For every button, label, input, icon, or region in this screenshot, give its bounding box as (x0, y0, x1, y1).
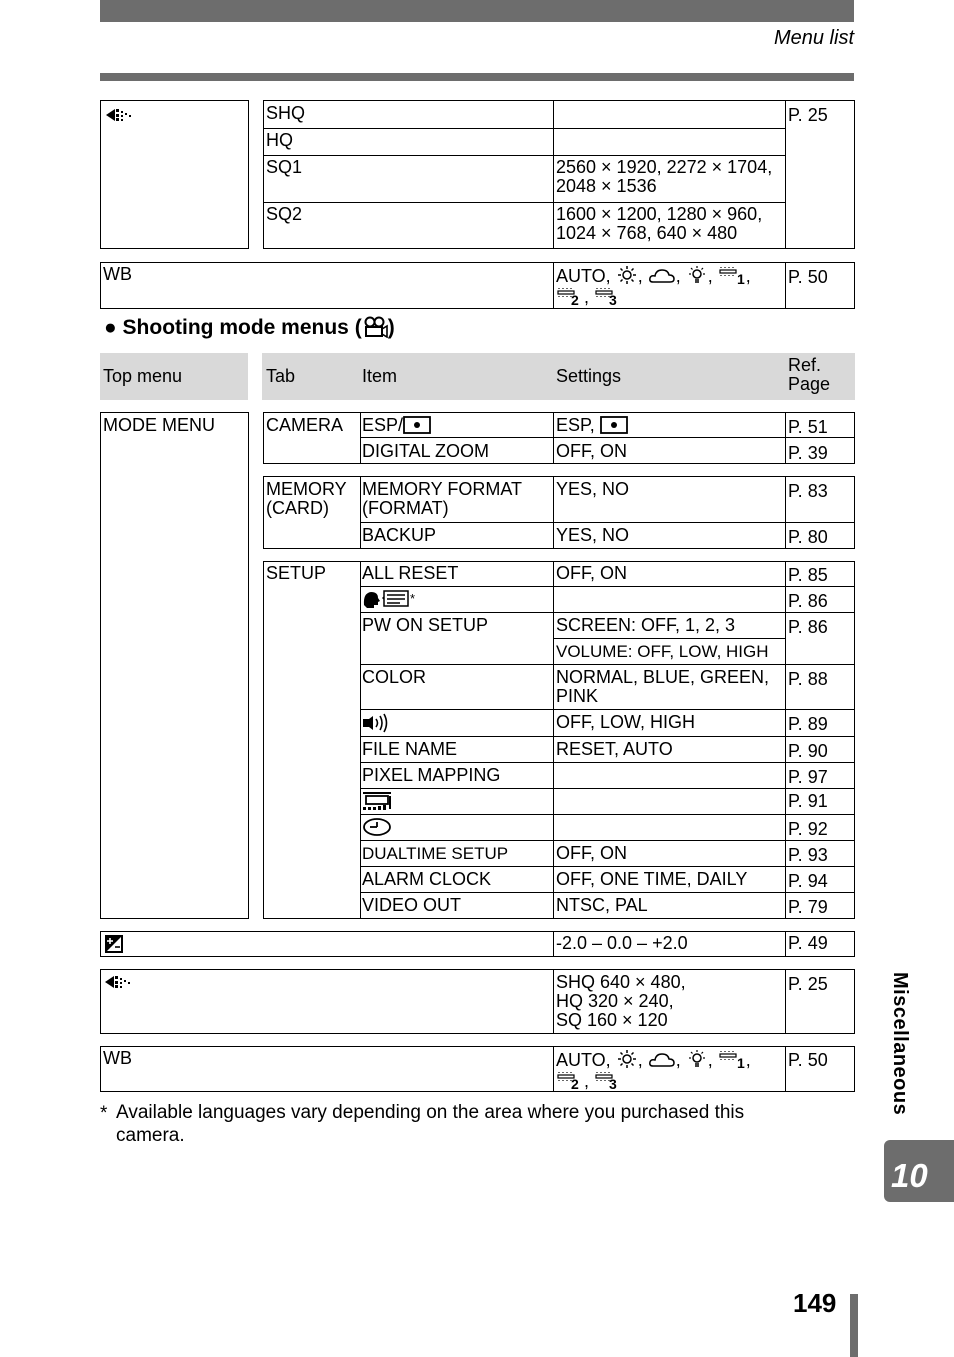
svg-text:3: 3 (609, 292, 617, 306)
setup-line-6 (360, 762, 855, 763)
setup-settings-pw-volume: VOLUME: OFF, LOW, HIGH (556, 642, 769, 661)
camera-rowline (360, 437, 855, 438)
svg-text:2: 2 (571, 1076, 579, 1090)
memory-item-format: MEMORY FORMAT (FORMAT) (362, 479, 523, 518)
table1-rowline-3 (263, 202, 785, 203)
table1-item-sq1: SQ1 (266, 157, 303, 177)
beep-icon (362, 713, 390, 733)
setup-line-1 (360, 586, 855, 587)
setup-settings-video-out: NTSC, PAL (556, 895, 648, 915)
setup-line-10 (360, 866, 855, 867)
setup-line-9 (360, 840, 855, 841)
camera-settings-esp (556, 416, 628, 435)
svg-text:3: 3 (609, 1076, 617, 1090)
camera-div-ref (785, 412, 786, 464)
svg-text:1: 1 (736, 1055, 745, 1069)
memory-div-set (553, 476, 554, 549)
language-icon (362, 589, 410, 609)
wb2-divider-a (553, 1046, 554, 1092)
setup-settings-pw-screen: SCREEN: OFF, 1, 2, 3 (556, 615, 736, 635)
setup-ref-monitor: P. 91 (788, 791, 828, 811)
setup-settings-all-reset: OFF, ON (556, 563, 627, 583)
memory-ref-format: P. 83 (788, 481, 828, 501)
setup-item-video-out: VIDEO OUT (362, 895, 462, 915)
setup-ref-alarm: P. 94 (788, 871, 828, 891)
clock-icon (362, 817, 394, 837)
setup-line-2b (553, 638, 785, 639)
fluorescent-2-icon (556, 286, 584, 306)
setup-item-file-name: FILE NAME (362, 739, 458, 759)
sun-icon (616, 265, 638, 285)
camera-div-tab (360, 412, 361, 464)
setup-line-3 (360, 664, 855, 665)
setup-item-language (362, 589, 415, 609)
camera-ref-zoom: P. 39 (788, 443, 828, 463)
col-header-ref-page: Ref. Page (788, 355, 831, 394)
setup-settings-file-name: RESET, AUTO (556, 739, 673, 759)
movie-quality-ref: P. 25 (788, 974, 828, 994)
wb2-settings: AUTO, , , , 1 , 2 , 3 (556, 1050, 751, 1091)
bulb-icon (686, 265, 708, 285)
setup-ref-beep: P. 89 (788, 714, 828, 734)
exposure-div-set (553, 931, 554, 957)
table1-divider-b (785, 100, 786, 249)
memory-rowline (360, 522, 855, 523)
setup-line-4 (360, 709, 855, 710)
setup-line-5 (360, 736, 855, 737)
fluorescent-1-icon (718, 1049, 746, 1069)
table1-item-sq2: SQ2 (266, 204, 303, 224)
camera-item-esp (362, 416, 431, 435)
setup-item-language-asterisk: * (410, 591, 416, 606)
table1-settings-sq1: 2560 × 1920, 2272 × 1704, 2048 × 1536 (556, 157, 773, 196)
footnote-text: Available languages vary depending on the area where you purchased this camera. (116, 1102, 745, 1146)
heading-bullet: ● (104, 316, 117, 339)
col-header-top-menu: Top menu (103, 366, 183, 386)
setup-item-beep (362, 713, 390, 733)
image-quality-icon (104, 107, 134, 123)
setup-ref-all-reset: P. 85 (788, 565, 828, 585)
side-tab-label: Miscellaneous (889, 972, 911, 1116)
table1-topmenu-cell (100, 100, 249, 249)
heading-close: ) (387, 316, 395, 339)
movie-quality-settings: SHQ 640 × 480, HQ 320 × 240, SQ 160 × 120 (556, 972, 686, 1030)
table1-item-hq: HQ (266, 130, 293, 150)
memory-div-tab (360, 476, 361, 549)
table1-rowline-2 (263, 155, 785, 156)
setup-item-pixel-mapping: PIXEL MAPPING (362, 765, 501, 785)
svg-text:1: 1 (736, 271, 745, 285)
footnote-mark: * (100, 1103, 108, 1124)
setup-item-monitor (362, 791, 394, 811)
wb1-ref: P. 50 (788, 267, 828, 287)
setup-settings-dualtime: OFF, ON (556, 843, 627, 863)
wb2-ref: P. 50 (788, 1050, 828, 1070)
wb1-settings-prefix: AUTO, (556, 266, 611, 286)
wb1-item: WB (103, 264, 132, 284)
camera-ref-esp: P. 51 (788, 417, 828, 437)
spot-metering-icon (403, 416, 431, 434)
heading-title: Shooting mode menus ( (122, 316, 362, 339)
setup-item-all-reset: ALL RESET (362, 563, 459, 583)
memory-ref-backup: P. 80 (788, 527, 828, 547)
fluorescent-1-icon (718, 265, 746, 285)
wb1-settings: AUTO, , , , 1 , 2 , 3 (556, 266, 751, 307)
movie-div-ref (785, 969, 786, 1034)
header-bar-top (100, 0, 854, 22)
spot-metering-icon (600, 416, 628, 434)
setup-tab-label: SETUP (266, 563, 327, 583)
setup-settings-alarm: OFF, ONE TIME, DAILY (556, 869, 748, 889)
wb2-item: WB (103, 1048, 132, 1068)
col-header-tab: Tab (266, 366, 296, 386)
setup-settings-color: NORMAL, BLUE, GREEN, PINK (556, 667, 770, 706)
setup-ref-dualtime: P. 93 (788, 845, 828, 865)
exposure-compensation-icon (104, 934, 124, 954)
table1-item-shq: SHQ (266, 103, 306, 123)
setup-ref-pixel-mapping: P. 97 (788, 767, 828, 787)
section-title: Menu list (773, 27, 854, 49)
page-number: 149 (793, 1288, 837, 1318)
shooting-mode-heading (104, 316, 395, 340)
table1-ref: P. 25 (788, 105, 828, 125)
movie-camera-icon (362, 316, 388, 338)
chapter-tab (884, 1140, 954, 1202)
table1-rowline-1 (263, 128, 785, 129)
wb1-divider-a (553, 262, 554, 309)
setup-ref-clock: P. 92 (788, 819, 828, 839)
fluorescent-3-icon (594, 286, 622, 306)
setup-item-pw-on: PW ON SETUP (362, 615, 489, 635)
cloud-icon (648, 1051, 676, 1069)
camera-settings-zoom: OFF, ON (556, 441, 627, 461)
setup-item-clock (362, 817, 394, 837)
col-header-settings: Settings (556, 366, 622, 386)
bulb-icon (686, 1049, 708, 1069)
setup-item-dualtime: DUALTIME SETUP (362, 844, 509, 863)
wb2-divider-b (785, 1046, 786, 1092)
setup-ref-language: P. 86 (788, 591, 828, 611)
wb2-settings-prefix: AUTO, (556, 1050, 611, 1070)
exposure-ref: P. 49 (788, 933, 828, 953)
setup-settings-beep: OFF, LOW, HIGH (556, 712, 696, 732)
exposure-settings: -2.0 – 0.0 – +2.0 (556, 933, 688, 953)
camera-settings-esp-text: ESP, (556, 415, 595, 435)
camera-div-set (553, 412, 554, 464)
svg-text:2: 2 (571, 292, 579, 306)
image-quality-icon (103, 974, 133, 990)
memory-div-ref (785, 476, 786, 549)
setup-line-7 (360, 788, 855, 789)
setup-item-alarm: ALARM CLOCK (362, 869, 492, 889)
movie-quality-row (100, 969, 855, 1034)
setup-line-2 (360, 612, 855, 613)
wb1-divider-b (785, 262, 786, 309)
camera-item-esp-text: ESP/ (362, 415, 404, 435)
header-bar-bottom (100, 73, 854, 81)
camera-item-zoom: DIGITAL ZOOM (362, 441, 490, 461)
movie-div-set (553, 969, 554, 1034)
setup-item-color: COLOR (362, 667, 427, 687)
setup-ref-video-out: P. 79 (788, 897, 828, 917)
cloud-icon (648, 267, 676, 285)
chapter-number: 10 (891, 1157, 928, 1194)
col-header-item: Item (362, 366, 398, 386)
mode-menu-label: MODE MENU (103, 415, 215, 435)
sun-icon (616, 1049, 638, 1069)
exposure-div-ref (785, 931, 786, 957)
memory-settings-backup: YES, NO (556, 525, 630, 545)
setup-ref-color: P. 88 (788, 669, 828, 689)
fluorescent-2-icon (556, 1070, 584, 1090)
exposure-row (100, 931, 855, 957)
memory-settings-format: YES, NO (556, 479, 630, 499)
table1-divider-a (553, 100, 554, 249)
fluorescent-3-icon (594, 1070, 622, 1090)
table1-settings-sq2: 1600 × 1200, 1280 × 960, 1024 × 768, 640 × 480 (556, 204, 763, 243)
setup-line-8 (360, 814, 855, 815)
mode-menu-cell (100, 412, 249, 919)
monitor-brightness-icon (362, 791, 394, 811)
camera-tab-label: CAMERA (266, 415, 344, 435)
memory-tab-label: MEMORY (CARD) (266, 479, 347, 518)
page-number-bar (850, 1294, 858, 1357)
memory-item-backup: BACKUP (362, 525, 437, 545)
setup-line-11 (360, 892, 855, 893)
setup-ref-file-name: P. 90 (788, 741, 828, 761)
setup-ref-pw-on: P. 86 (788, 617, 828, 637)
